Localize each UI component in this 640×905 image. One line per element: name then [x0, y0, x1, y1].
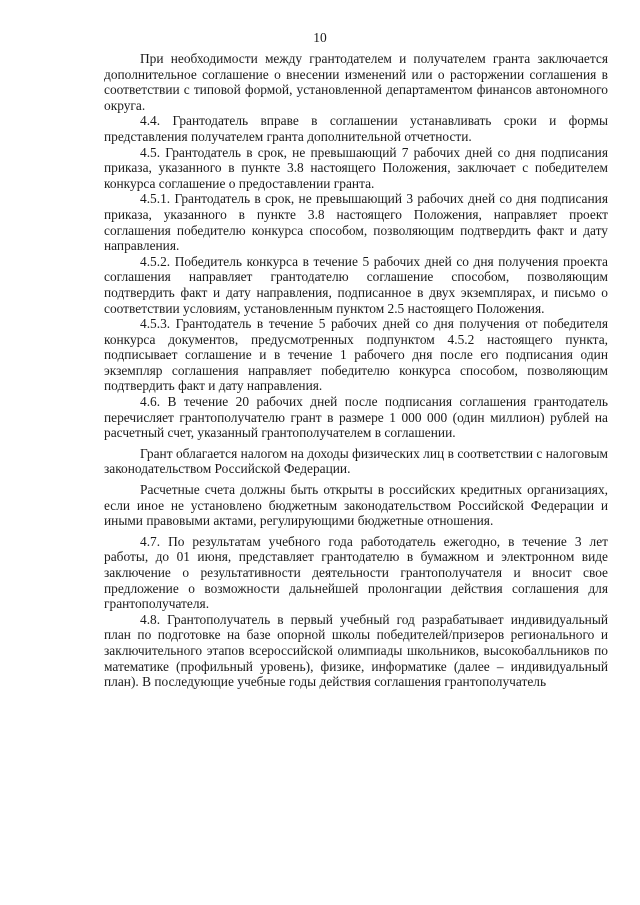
paragraph-4-5: 4.5. Грантодатель в срок, не превышающий 7 рабочих дней со дня подписания приказа, указанного в пункте 3.8 настоящего Положения, заключает с победителем конкурса соглашение о предоставлении гранта. [104, 144, 608, 191]
paragraph-4-5-1: 4.5.1. Грантодатель в срок, не превышающий 3 рабочих дней со дня подписания приказа, указанного в пункте 3.8 настоящего Положения, направляет проект соглашения победителю конкурса способом, позволяющим подтвердить факт и дату направления. [104, 191, 608, 254]
paragraph-4-7: 4.7. По результатам учебного года работодатель ежегодно, в течение 3 лет работы, до 01 июня, представляет грантодателю в бумажном и электронном виде заключение о результативности деятельности грантополучателя и вносит свое предложение о возможности дальнейшей пролонгации действия соглашения для грантополучателя. [104, 533, 608, 612]
paragraph-tax: Грант облагается налогом на доходы физических лиц в соответствии с налоговым законодательством Российской Федерации. [104, 445, 608, 477]
paragraph-4-6: 4.6. В течение 20 рабочих дней после подписания соглашения грантодатель перечисляет грантополучателю грант в размере 1 000 000 (один миллион) рублей на расчетный счет, указанный грантополучателем в соглашении. [104, 394, 608, 441]
page-number: 10 [313, 30, 327, 45]
document-body [104, 51, 608, 690]
paragraph-4-4: 4.4. Грантодатель вправе в соглашении устанавливать сроки и формы представления получателем гранта дополнительной отчетности. [104, 113, 608, 144]
paragraph-4-5-2: 4.5.2. Победитель конкурса в течение 5 рабочих дней со дня получения проекта соглашения направляет грантодателю соглашение способом, позволяющим подтвердить факт и дату направления, подписанное в двух экземплярах, и письмо о соответствии условиям, установленным пунктом 2.5 настоящего Положения. [104, 253, 608, 316]
paragraph-additional-agreement: При необходимости между грантодателем и получателем гранта заключается дополнительное соглашение о внесении изменений или о расторжении соглашения в соответствии с типовой формой, установленной департаментом финансов автономного округа. [104, 51, 608, 113]
paragraph-4-5-3: 4.5.3. Грантодатель в течение 5 рабочих дней со дня получения от победителя конкурса документов, предусмотренных подпунктом 4.5.2 настоящего пункта, подписывает соглашение и в течение 1 рабочего дня после его подписания один экземпляр соглашения направляет победителю конкурса способом, позволяющим подтвердить факт и дату направления. [104, 316, 608, 394]
paragraph-4-8: 4.8. Грантополучатель в первый учебный год разрабатывает индивидуальный план по подготовке на базе опорной школы победителей/призеров регионального и заключительного этапов всероссийской олимпиады школьников, высокобалльников по математике (профильный уровень), физике, информатике (далее – индивидуальный план). В последующие учебные годы действия соглашения грантополучатель [104, 611, 608, 690]
paragraph-accounts: Расчетные счета должны быть открыты в российских кредитных организациях, если иное не установлено бюджетным законодательством Российской Федерации и иными правовыми актами, регулирующими бюджетные отношения. [104, 482, 608, 529]
